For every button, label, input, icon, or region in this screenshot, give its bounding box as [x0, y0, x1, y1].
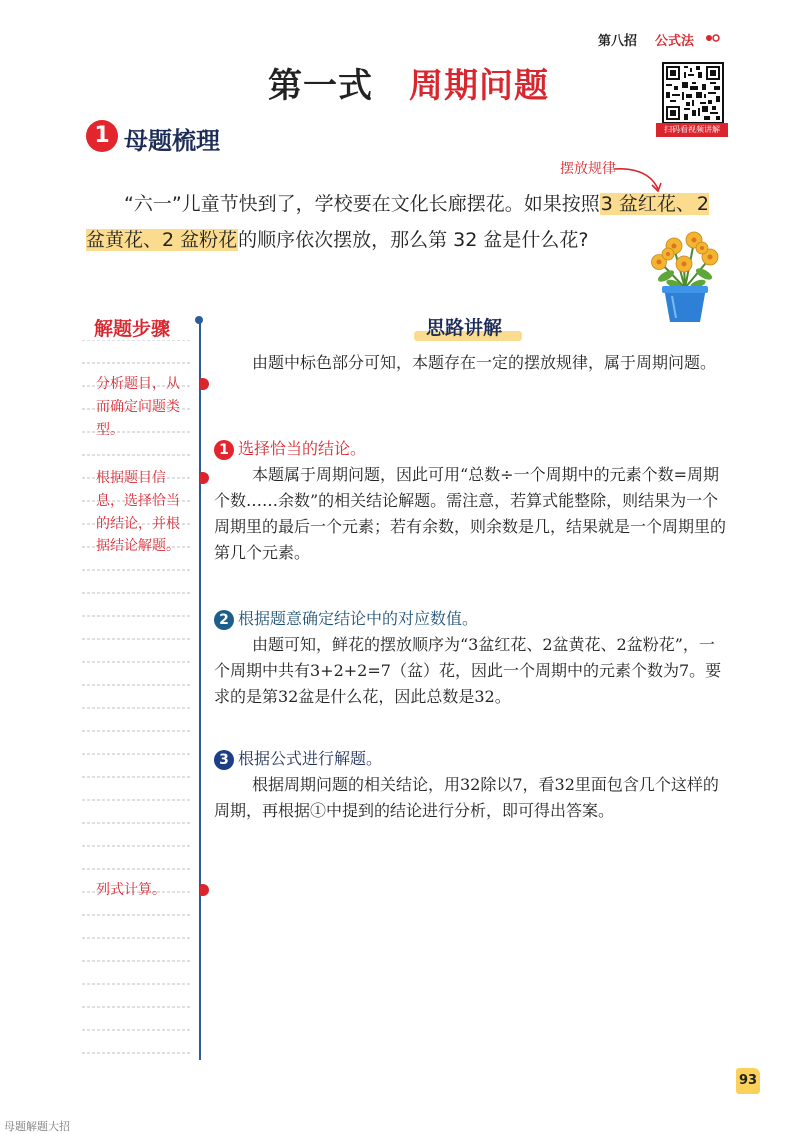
paragraph-2 [214, 632, 728, 710]
column-divider [199, 320, 201, 1060]
sub-heading-2 [214, 606, 478, 630]
analysis-title: 思路讲解 [426, 317, 503, 339]
page-number: 93 [736, 1068, 760, 1094]
flower-pot-icon [644, 222, 726, 324]
problem-segment: “六一”儿童节快到了，学校要在文化长廊摆花。如果按照 [124, 193, 600, 215]
problem-segment: 的顺序依次摆放，那么第 32 盆是什么花? [238, 229, 589, 251]
steps-title: 解题步骤 [94, 318, 171, 340]
method-label: 公式法 [655, 34, 695, 49]
section-title: 母题梳理 [124, 127, 220, 155]
step-note-3: 列式计算。 [96, 882, 166, 898]
ruled-lines [82, 340, 192, 1070]
section-number-badge: 1 [86, 120, 118, 152]
step-marker [200, 378, 209, 390]
step-note-1: 分析题目，从而确定问题类型。 [96, 376, 180, 438]
sub-title-3: 根据公式进行解题。 [238, 749, 383, 768]
sub-number-2: 2 [214, 610, 234, 630]
chapter-label: 第八招 [598, 34, 638, 49]
sub-number-3: 3 [214, 750, 234, 770]
analysis-intro-text: 由题中标色部分可知，本题存在一定的摆放规律，属于周期问题。 [252, 353, 717, 372]
footer-text: 母题解题大招 [4, 1120, 70, 1133]
sub-number-1: 1 [214, 440, 234, 460]
paragraph-2-text: 由题可知，鲜花的摆放顺序为“3盆红花、2盆黄花、2盆粉花”，一个周期中共有3+2+2=7（盆）花，因此一个周期中的元素个数为7。要求的是第32盆是什么花，因此总数是32。 [214, 635, 722, 706]
step-note-2: 根据题目信息，选择恰当的结论，并根据结论解题。 [96, 470, 180, 555]
annotation-label: 摆放规律 [560, 161, 616, 177]
decoration-dots-icon [705, 33, 727, 43]
sub-title-1: 选择恰当的结论。 [238, 439, 367, 458]
page-title [268, 58, 549, 107]
step-marker [200, 884, 209, 896]
problem-text [86, 186, 726, 258]
qr-code-image[interactable] [662, 62, 724, 124]
paragraph-1-text: 本题属于周期问题，因此可用“总数÷一个周期中的元素个数=周期个数……余数”的相关结论解题。需注意，若算式能整除，则结果为一个周期里的最后一个元素；若有余数，则余数是几，结果就是一个周期里的第几个元素。 [214, 465, 727, 562]
paragraph-1 [214, 462, 728, 566]
sub-heading-3 [214, 746, 382, 770]
title-part1: 第一式 [268, 66, 373, 106]
paragraph-3 [214, 772, 728, 824]
title-part2: 周期问题 [409, 66, 549, 106]
sub-heading-1 [214, 436, 366, 460]
step-marker [200, 472, 209, 484]
analysis-intro [214, 350, 728, 376]
problem-highlight: 3 盆红花、 [600, 193, 695, 215]
qr-caption: 扫码看视频讲解 [656, 123, 728, 137]
paragraph-3-text: 根据周期问题的相关结论，用32除以7，看32里面包含几个这样的周期，再根据①中提到的结论进行分析，即可得出答案。 [214, 775, 719, 820]
problem-highlight: 2 盆黄花、2 盆粉花 [86, 193, 709, 251]
sub-title-2: 根据题意确定结论中的对应数值。 [238, 609, 479, 628]
